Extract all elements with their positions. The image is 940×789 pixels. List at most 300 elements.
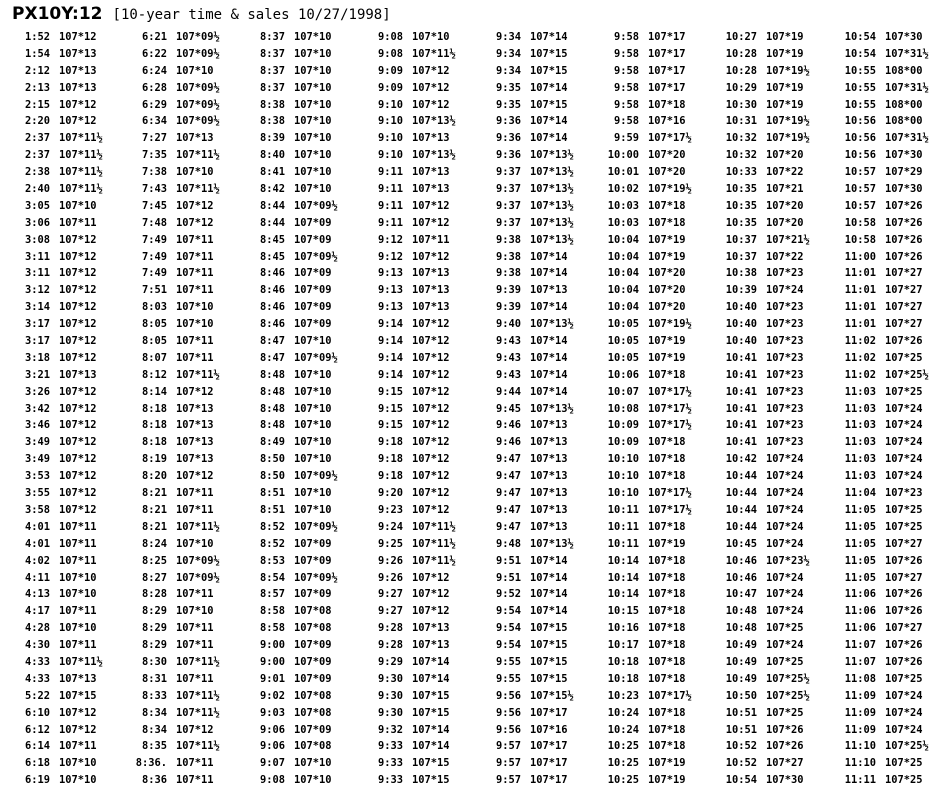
trade-row xyxy=(483,485,600,502)
trade-row xyxy=(247,570,364,587)
trade-row xyxy=(601,215,718,232)
trade-time: 2:15 xyxy=(24,98,50,111)
trade-row xyxy=(719,738,836,755)
trade-row xyxy=(365,570,482,587)
trade-row xyxy=(838,570,940,587)
trade-row xyxy=(719,63,836,80)
trade-price: 107*13½ xyxy=(530,402,574,415)
trade-price: 107*12 xyxy=(59,31,97,43)
trade-time: 8:27 xyxy=(141,571,167,584)
trade-row xyxy=(838,738,940,755)
trade-row xyxy=(365,519,482,536)
trade-time: 3:11 xyxy=(24,267,50,280)
trade-row xyxy=(838,384,940,401)
trade-price: 107*10 xyxy=(294,64,332,77)
trade-price: 107*12 xyxy=(59,402,97,415)
trade-time: 11:00 xyxy=(844,250,876,263)
trade-row xyxy=(247,282,364,299)
trade-price: 107*10 xyxy=(59,199,97,212)
trade-price: 107*14 xyxy=(530,351,568,364)
trade-row xyxy=(12,688,129,705)
trade-price: 107*19 xyxy=(648,537,686,550)
trade-time: 9:56 xyxy=(495,689,521,702)
trade-row xyxy=(129,215,246,232)
trade-price: 107*13 xyxy=(530,436,568,449)
trade-row xyxy=(601,417,718,434)
trade-price: 107*15 xyxy=(412,774,450,787)
trade-row xyxy=(365,350,482,367)
trade-price: 107*26 xyxy=(766,723,804,736)
trade-time: 8:37 xyxy=(259,81,285,94)
trade-price: 107*09 xyxy=(294,216,332,229)
trade-time: 8:37 xyxy=(259,47,285,60)
trade-row xyxy=(719,215,836,232)
trade-time: 10:30 xyxy=(725,98,757,111)
trade-time: 4:13 xyxy=(24,588,50,601)
trade-price: 107*09 xyxy=(294,639,332,652)
trade-row xyxy=(12,620,129,637)
trade-time: 10:11 xyxy=(607,503,639,516)
trade-time: 6:28 xyxy=(141,81,167,94)
trade-row xyxy=(719,637,836,654)
trade-price: 107*10 xyxy=(294,81,332,94)
trade-price: 107*27 xyxy=(885,267,923,280)
trade-time: 9:28 xyxy=(377,639,403,652)
trade-row xyxy=(129,63,246,80)
trade-row xyxy=(247,299,364,316)
trade-time: 9:09 xyxy=(377,81,403,94)
trade-time: 10:55 xyxy=(844,64,876,77)
trade-row xyxy=(601,654,718,671)
trade-time: 10:06 xyxy=(607,368,639,381)
trade-time: 11:09 xyxy=(844,689,876,702)
trade-time: 8:38 xyxy=(259,98,285,111)
trade-time: 10:10 xyxy=(607,470,639,483)
trade-time: 8:24 xyxy=(141,537,167,550)
trade-time: 11:05 xyxy=(844,571,876,584)
trade-price: 107*18 xyxy=(648,655,686,668)
trade-time: 5:22 xyxy=(24,689,50,702)
trade-row xyxy=(601,29,718,46)
trade-row xyxy=(129,316,246,333)
trade-row xyxy=(12,519,129,536)
trade-price: 107*10 xyxy=(294,115,332,128)
trade-time: 8:47 xyxy=(259,335,285,348)
trade-time: 3:08 xyxy=(24,233,50,246)
trade-price: 107*11 xyxy=(59,639,97,652)
trade-time: 3:17 xyxy=(24,318,50,331)
trade-time: 10:18 xyxy=(607,672,639,685)
trade-price: 107*10 xyxy=(176,605,214,618)
trade-price: 107*13½ xyxy=(530,166,574,179)
trade-time: 3:53 xyxy=(24,470,50,483)
trade-time: 9:58 xyxy=(613,31,639,43)
trade-price: 107*14 xyxy=(530,31,568,43)
trade-time: 9:30 xyxy=(377,672,403,685)
trade-price: 107*12 xyxy=(59,470,97,483)
trade-price: 107*09 xyxy=(294,233,332,246)
trade-price: 107*12 xyxy=(59,115,97,128)
trade-row xyxy=(601,451,718,468)
trade-row xyxy=(129,570,246,587)
trade-price: 107*19 xyxy=(648,335,686,348)
trade-row xyxy=(719,722,836,739)
trade-row xyxy=(12,147,129,164)
trade-row xyxy=(719,586,836,603)
trade-time: 10:04 xyxy=(607,284,639,297)
trade-price: 107*12 xyxy=(59,503,97,516)
trade-row xyxy=(601,755,718,772)
trade-price: 107*11½ xyxy=(59,132,103,145)
trade-row xyxy=(129,688,246,705)
trade-price: 107*13 xyxy=(530,487,568,500)
trade-price: 107*09½ xyxy=(294,351,338,364)
trade-time: 11:01 xyxy=(844,301,876,314)
trade-time: 10:05 xyxy=(607,318,639,331)
trade-row xyxy=(719,299,836,316)
trade-price: 107*25 xyxy=(885,520,923,533)
trade-price: 107*11 xyxy=(59,605,97,618)
trade-time: 10:58 xyxy=(844,233,876,246)
trade-price: 107*12 xyxy=(412,503,450,516)
trade-price: 107*29 xyxy=(885,166,923,179)
trade-time: 8:46 xyxy=(259,301,285,314)
trade-row xyxy=(12,299,129,316)
trade-row xyxy=(719,434,836,451)
trade-price: 107*13½ xyxy=(412,149,456,162)
trade-time: 10:52 xyxy=(725,757,757,770)
trade-row xyxy=(483,705,600,722)
trade-time: 9:25 xyxy=(377,537,403,550)
trade-row xyxy=(365,97,482,114)
trade-price: 107*26 xyxy=(885,216,923,229)
trade-time: 11:08 xyxy=(844,672,876,685)
trade-row xyxy=(12,80,129,97)
trade-price: 107*12 xyxy=(59,267,97,280)
trade-price: 107*10 xyxy=(412,31,450,43)
trade-row xyxy=(12,671,129,688)
trade-row xyxy=(365,755,482,772)
trade-time: 10:44 xyxy=(725,470,757,483)
trade-price: 107*24 xyxy=(885,419,923,432)
trade-time: 10:46 xyxy=(725,571,757,584)
trade-time: 9:13 xyxy=(377,284,403,297)
trade-price: 107*14 xyxy=(530,81,568,94)
trade-row xyxy=(247,637,364,654)
trade-price: 108*00 xyxy=(885,115,923,128)
trade-row xyxy=(838,417,940,434)
trade-row xyxy=(483,603,600,620)
trade-row xyxy=(365,215,482,232)
trade-time: 10:41 xyxy=(725,402,757,415)
trade-time: 9:11 xyxy=(377,216,403,229)
trade-time: 9:55 xyxy=(495,672,521,685)
trade-row xyxy=(719,232,836,249)
trade-time: 8:05 xyxy=(141,335,167,348)
trade-time: 8:14 xyxy=(141,385,167,398)
trade-time: 7:49 xyxy=(141,267,167,280)
trade-price: 107*13 xyxy=(530,503,568,516)
trade-time: 3:42 xyxy=(24,402,50,415)
trade-row xyxy=(129,46,246,63)
trade-price: 107*24 xyxy=(766,453,804,466)
trade-time: 10:09 xyxy=(607,436,639,449)
trade-time: 9:03 xyxy=(259,706,285,719)
trade-time: 9:27 xyxy=(377,588,403,601)
trade-time: 9:06 xyxy=(259,740,285,753)
trade-time: 9:14 xyxy=(377,368,403,381)
trade-row xyxy=(129,755,246,772)
trade-time: 9:57 xyxy=(495,757,521,770)
trade-price: 107*09½ xyxy=(294,470,338,483)
trade-time: 9:37 xyxy=(495,166,521,179)
trade-row xyxy=(838,519,940,536)
trade-price: 107*24 xyxy=(885,689,923,702)
trade-time: 10:25 xyxy=(607,774,639,787)
trade-price: 107*12 xyxy=(176,385,214,398)
trade-price: 107*12 xyxy=(59,419,97,432)
trade-row xyxy=(129,654,246,671)
trade-row xyxy=(365,130,482,147)
trade-row xyxy=(601,637,718,654)
trade-row xyxy=(838,80,940,97)
trade-time: 10:38 xyxy=(725,267,757,280)
trade-time: 9:06 xyxy=(259,723,285,736)
trade-row xyxy=(365,738,482,755)
trade-price: 107*24 xyxy=(766,470,804,483)
trade-price: 107*14 xyxy=(530,368,568,381)
trade-price: 107*11 xyxy=(176,284,214,297)
trade-time: 11:10 xyxy=(844,740,876,753)
trade-time: 8:34 xyxy=(141,723,167,736)
trade-time: 10:14 xyxy=(607,554,639,567)
trade-price: 107*10 xyxy=(294,335,332,348)
trade-row xyxy=(483,29,600,46)
trade-time: 9:37 xyxy=(495,183,521,196)
trade-time: 2:40 xyxy=(24,183,50,196)
trade-row xyxy=(365,29,482,46)
trade-time: 6:19 xyxy=(24,774,50,787)
trade-row xyxy=(247,232,364,249)
trade-row xyxy=(247,63,364,80)
trade-price: 107*10 xyxy=(294,368,332,381)
trade-row xyxy=(365,603,482,620)
trade-price: 107*18 xyxy=(648,470,686,483)
trade-price: 107*19 xyxy=(648,757,686,770)
trade-time: 9:57 xyxy=(495,774,521,787)
trade-row xyxy=(129,299,246,316)
trade-row xyxy=(365,401,482,418)
trade-row xyxy=(247,586,364,603)
trade-row xyxy=(719,451,836,468)
trade-row xyxy=(719,333,836,350)
trade-price: 107*16 xyxy=(530,723,568,736)
trade-row xyxy=(365,772,482,789)
trade-price: 107*11½ xyxy=(412,537,456,550)
trade-row xyxy=(838,705,940,722)
trade-row xyxy=(601,147,718,164)
trade-price: 107*12 xyxy=(412,98,450,111)
trade-price: 107*12 xyxy=(59,385,97,398)
trade-time: 9:37 xyxy=(495,199,521,212)
trade-time: 10:37 xyxy=(725,250,757,263)
trade-price: 107*13 xyxy=(530,453,568,466)
trade-price: 107*11 xyxy=(176,233,214,246)
trade-price: 107*16 xyxy=(648,115,686,128)
trade-time: 10:49 xyxy=(725,639,757,652)
trade-time: 8:05 xyxy=(141,318,167,331)
trade-time: 8:54 xyxy=(259,571,285,584)
trade-price: 107*17 xyxy=(648,64,686,77)
trade-time: 8:21 xyxy=(141,520,167,533)
trade-time: 8:51 xyxy=(259,503,285,516)
trade-row xyxy=(247,29,364,46)
trade-price: 107*12 xyxy=(59,335,97,348)
trade-row xyxy=(12,722,129,739)
trade-time: 10:40 xyxy=(725,335,757,348)
trade-price: 107*12 xyxy=(59,453,97,466)
trade-price: 107*24 xyxy=(885,723,923,736)
trade-price: 107*12 xyxy=(59,351,97,364)
trade-row xyxy=(12,46,129,63)
trade-price: 107*10 xyxy=(176,301,214,314)
trade-row xyxy=(247,147,364,164)
trade-time: 2:37 xyxy=(24,149,50,162)
trade-price: 107*25 xyxy=(885,672,923,685)
trade-price: 107*11 xyxy=(176,503,214,516)
trade-row xyxy=(483,130,600,147)
trade-row xyxy=(601,519,718,536)
trade-row xyxy=(483,519,600,536)
trade-row xyxy=(365,282,482,299)
trade-row xyxy=(12,181,129,198)
trade-price: 107*31½ xyxy=(885,132,929,145)
trade-row xyxy=(601,130,718,147)
trade-price: 107*27 xyxy=(885,301,923,314)
trade-row xyxy=(247,350,364,367)
trade-row xyxy=(365,181,482,198)
trade-row xyxy=(719,603,836,620)
trade-row xyxy=(12,536,129,553)
trade-row xyxy=(601,63,718,80)
trade-time: 9:28 xyxy=(377,622,403,635)
trade-row xyxy=(601,603,718,620)
trade-row xyxy=(12,705,129,722)
trade-price: 107*22 xyxy=(766,166,804,179)
trade-price: 107*14 xyxy=(412,740,450,753)
trade-time: 9:47 xyxy=(495,487,521,500)
trade-time: 4:11 xyxy=(24,571,50,584)
trade-price: 107*13 xyxy=(59,368,97,381)
trade-price: 107*17½ xyxy=(648,419,692,432)
trade-time: 6:34 xyxy=(141,115,167,128)
trade-row xyxy=(247,671,364,688)
trade-row xyxy=(483,46,600,63)
trade-row xyxy=(483,637,600,654)
trade-price: 107*24 xyxy=(766,503,804,516)
trade-row xyxy=(719,553,836,570)
trade-time: 8:29 xyxy=(141,605,167,618)
trade-row xyxy=(129,29,246,46)
trade-row xyxy=(601,198,718,215)
trade-price: 107*12 xyxy=(176,199,214,212)
trade-row xyxy=(601,688,718,705)
trade-price: 107*12 xyxy=(59,436,97,449)
trade-column xyxy=(601,29,718,789)
trade-time: 10:41 xyxy=(725,436,757,449)
trade-time: 9:56 xyxy=(495,706,521,719)
trade-time: 1:54 xyxy=(24,47,50,60)
trade-time: 4:01 xyxy=(24,537,50,550)
trade-row xyxy=(483,722,600,739)
trade-price: 107*11½ xyxy=(59,149,103,162)
trade-time: 9:34 xyxy=(495,64,521,77)
trade-row xyxy=(483,333,600,350)
trade-price: 107*18 xyxy=(648,672,686,685)
trade-price: 107*25½ xyxy=(766,689,810,702)
trade-time: 9:37 xyxy=(495,216,521,229)
trade-row xyxy=(12,282,129,299)
trade-time: 8:07 xyxy=(141,351,167,364)
trade-row xyxy=(365,113,482,130)
trade-price: 107*24 xyxy=(885,706,923,719)
trade-time: 10:41 xyxy=(725,351,757,364)
trade-price: 107*12 xyxy=(412,402,450,415)
trade-row xyxy=(838,553,940,570)
trade-row xyxy=(365,654,482,671)
trade-time: 10:35 xyxy=(725,183,757,196)
trade-row xyxy=(838,485,940,502)
trade-row xyxy=(483,299,600,316)
trade-time: 9:58 xyxy=(613,98,639,111)
trade-price: 107*14 xyxy=(530,267,568,280)
trade-price: 107*10 xyxy=(294,402,332,415)
trade-row xyxy=(838,502,940,519)
trade-time: 10:14 xyxy=(607,571,639,584)
trade-price: 107*11 xyxy=(59,554,97,567)
trade-time: 9:27 xyxy=(377,605,403,618)
trade-time: 8:52 xyxy=(259,537,285,550)
trade-time: 10:44 xyxy=(725,503,757,516)
trade-price: 107*19 xyxy=(766,31,804,43)
trade-time: 11:01 xyxy=(844,284,876,297)
trade-row xyxy=(365,502,482,519)
trade-row xyxy=(483,502,600,519)
trade-time: 8:29 xyxy=(141,622,167,635)
trade-price: 107*12 xyxy=(412,368,450,381)
trade-row xyxy=(483,350,600,367)
trade-row xyxy=(365,232,482,249)
trade-row xyxy=(601,232,718,249)
trade-time: 3:49 xyxy=(24,453,50,466)
trade-row xyxy=(719,147,836,164)
trade-price: 107*12 xyxy=(412,470,450,483)
trade-row xyxy=(601,113,718,130)
trade-price: 107*10 xyxy=(294,436,332,449)
trade-price: 107*14 xyxy=(530,115,568,128)
trade-price: 107*18 xyxy=(648,436,686,449)
trade-time: 6:18 xyxy=(24,757,50,770)
trade-time: 7:49 xyxy=(141,250,167,263)
trade-price: 107*20 xyxy=(648,166,686,179)
trade-price: 107*19½ xyxy=(648,318,692,331)
trade-time: 9:32 xyxy=(377,723,403,736)
trade-price: 107*25½ xyxy=(766,672,810,685)
trade-time: 3:58 xyxy=(24,503,50,516)
trade-row xyxy=(247,97,364,114)
trade-price: 107*09 xyxy=(294,284,332,297)
trade-row xyxy=(601,722,718,739)
